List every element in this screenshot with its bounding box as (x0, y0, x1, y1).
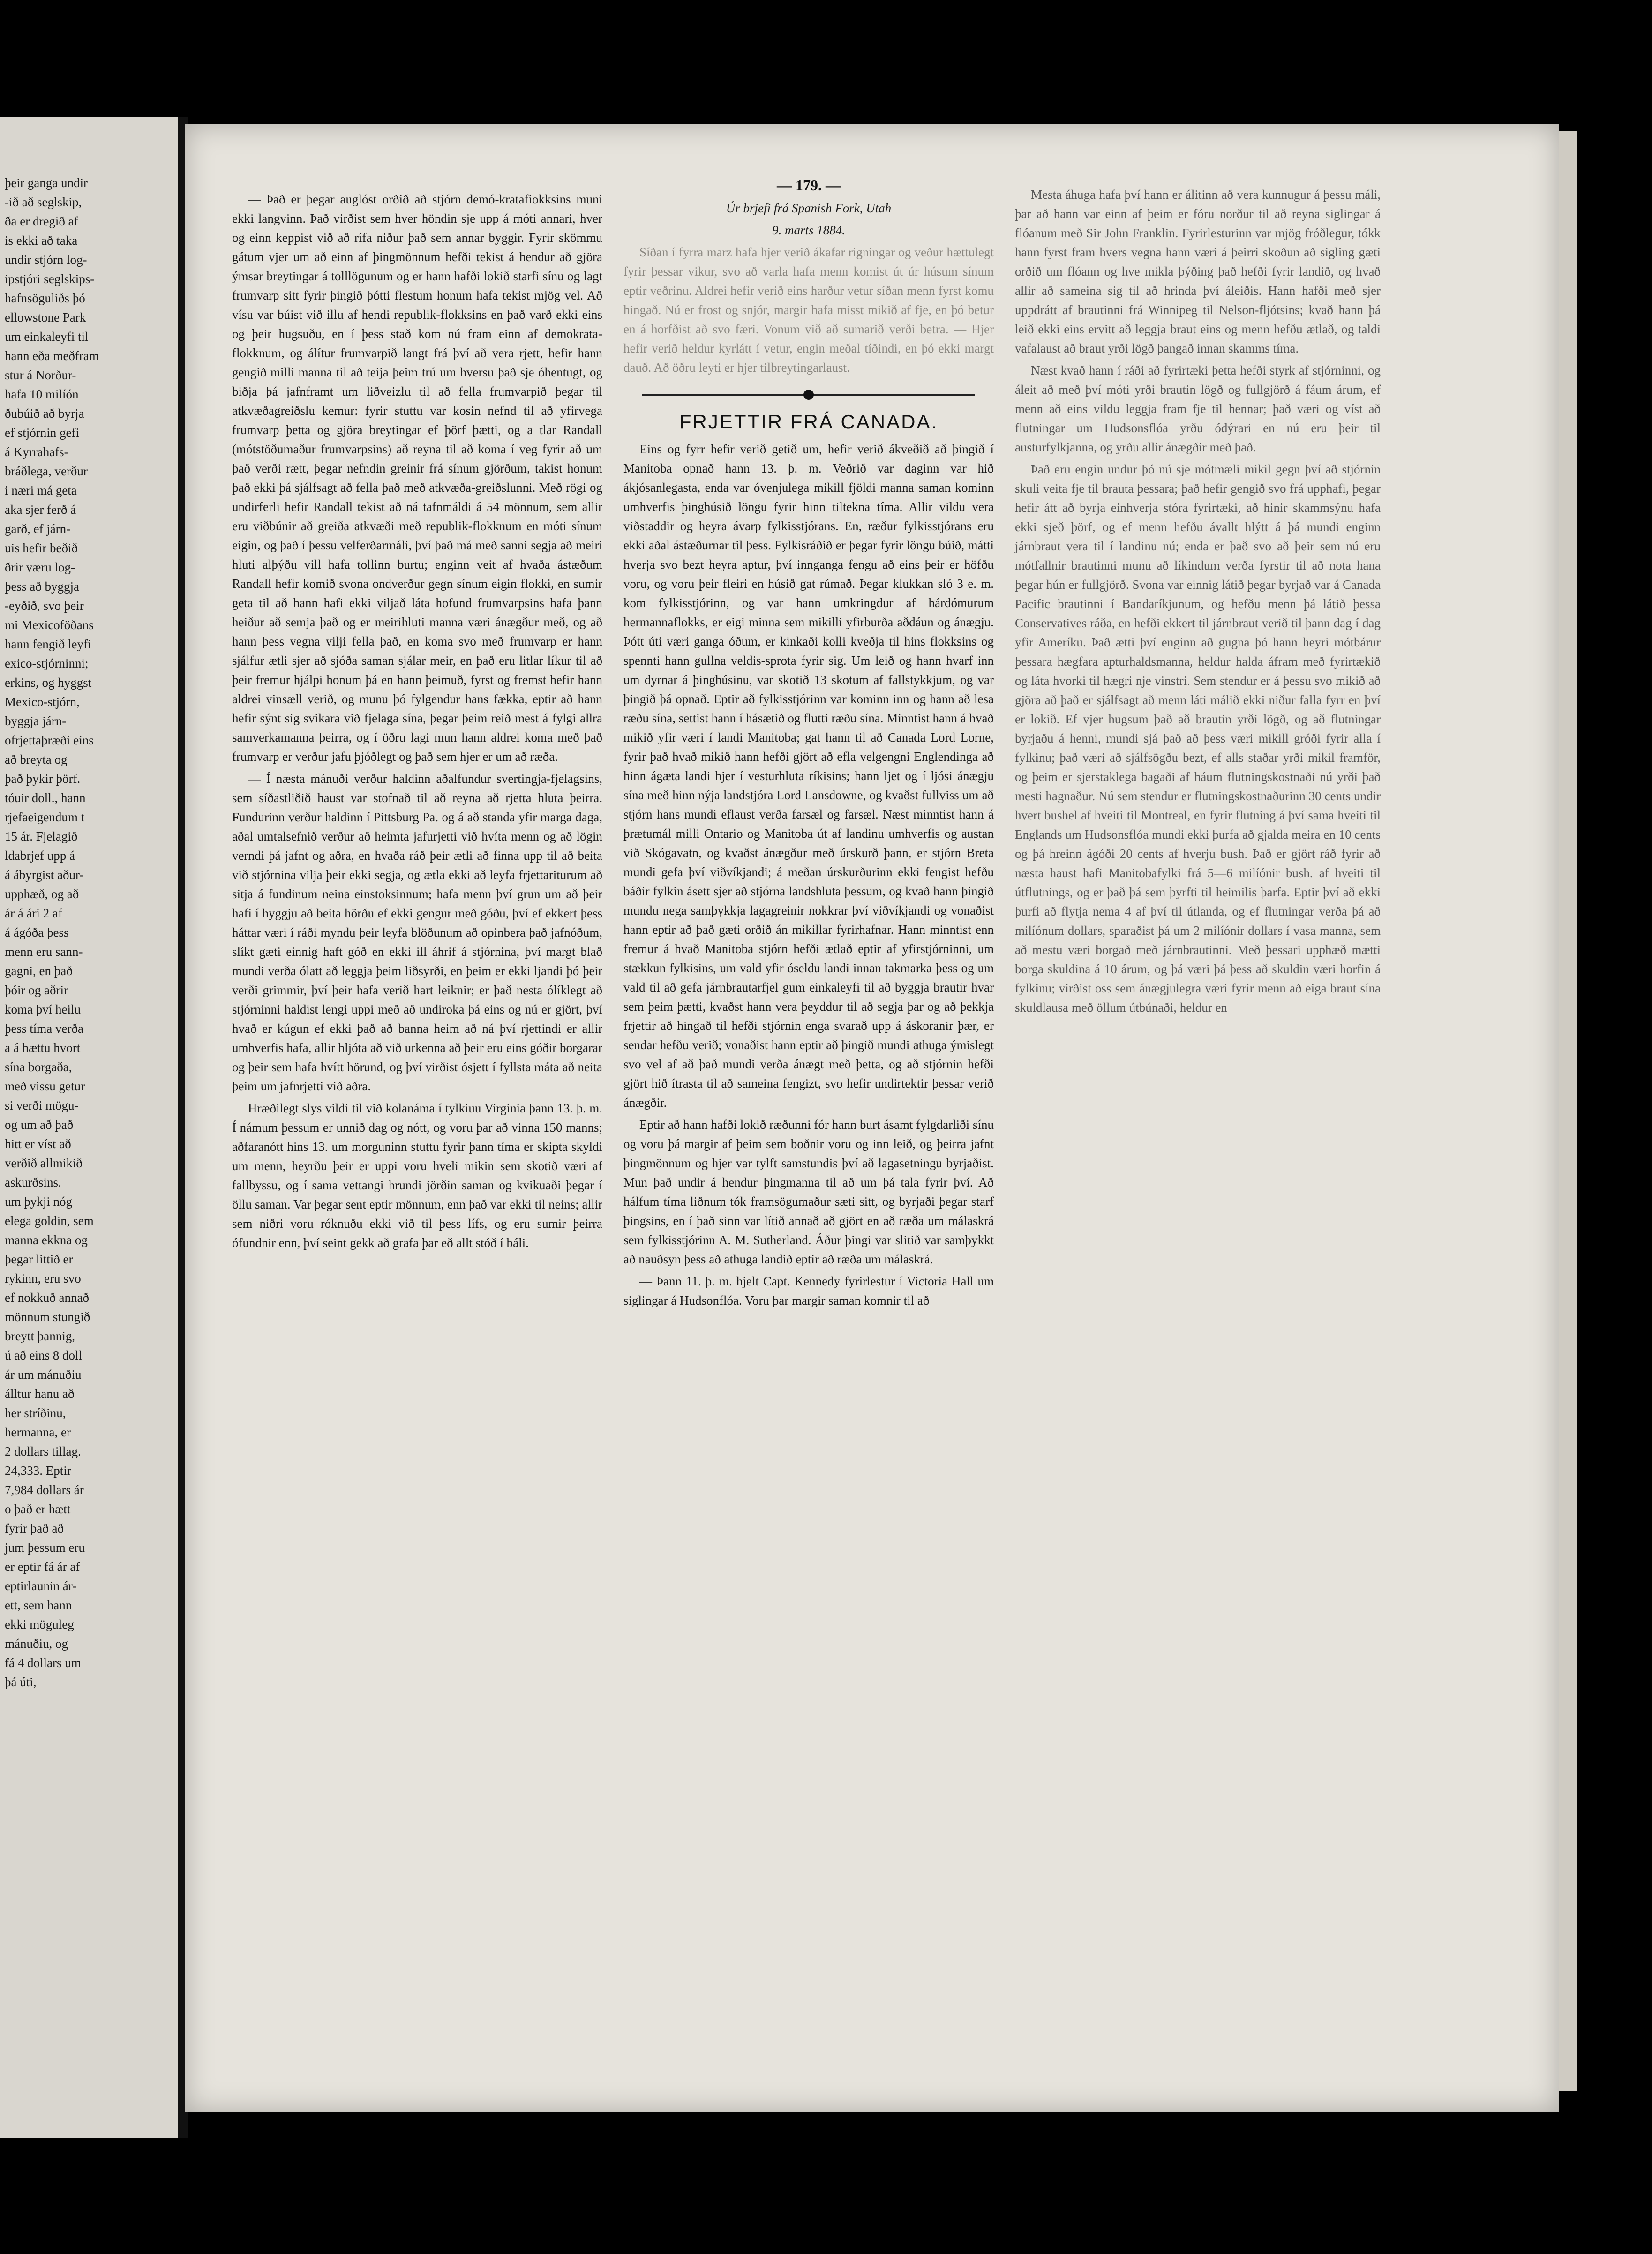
left-page-line: ár um mánuðiu (5, 1367, 82, 1382)
left-page-line: stur á Norður- (5, 368, 76, 382)
left-page-line: að breyta og (5, 752, 68, 766)
left-page-line: á ábyrgist aður- (5, 868, 84, 882)
left-page-line: um einkaleyfi til (5, 330, 89, 344)
article-paragraph: — Það er þegar auglóst orðið að stjórn demó-kratafiokksins muni ekki langvinn. Það virðist sem hver höndin sje upp á móti annari, hver og einn keppist við að rífa niður það sem annar byggir. Fyrir skömmu gátum vjer um að einn af þingmönnum hefði tekist á hendur að gjöra ýmsar breytingar á tolllögunum og er hann hafði lokið starfi sínu og lagt frumvarp sitt fyrir þingið þótti flestum honum hafa tekist mjög vel. Að vísu var búist við illu af hendi republik-flokksins en það varð ekki eins og þeir hugsuðu, en í þess stað kom nú fram einn af demokrata-flokknum, og álítur frumvarpið langt frá því að vera rjett, hefir hann gengið milli manna til að teija þeim trú um hversu það sje óhentugt, og biðja þá jafnframt um liðveizlu til að fella frumvarpið þegar til atkvæðagreiðslu kemur: fyrir stuttu var kosin nefnd til að yfirvega frumvarp þetta og gjöra breytingar ef þörf þætti, og a tlar Randall (mótstöðumaður frumvarpsins) að reyna til að koma í veg fyrir að um það verði rætt, þegar nefndin greinir frá sínum gjörðum, takist honum það ekki þá sjálfsagt að fella það með atkvæða-greiðslunni. Með rögi og undirferli hefir Randall tekist að ná tafnmáldi á 54 mönnum, sem allir eru viðbúnir að greiða atkvæði með republik-flokknum en móti sínum eigin, og það í þessu velferðarmáli, því það má með sanni segja að meiri hluti alþýðu vill hafa tollinn burtu; enginn veit af hvaða ástæðum Randall hefir komið svona ondverður gegn sínum eigin flokki, en sumir geta til að hann hafi ekki viljað láta hofund frumvarpsins hafa þann heiður að semja það og er meirihluti manna væri ánægður með, og að hann þess vegna vilji fella það, en koma svo með frumvarp er hann sjálfur ætli sjer að sjóða saman sjálar meir, en það eru litlar líkur til að þeir fremur hjálpi honum þá en hann þeimuð, fyrst og fremst hefir hann aldrei vinsæll verið, og munu þó fylgendur hans fækka, eptir að hann hefir sýnt sig svikara við fjelaga sína, þegar þeim reið mest á fylgi allra samverkamanna þeirra, og í öðru lagi mun hann aldrei koma með það frumvarp er verður jafu þjóðlegt og það sem hjer er um að ræða. (232, 192, 602, 764)
section-divider-ornament (623, 388, 994, 402)
column-2 (623, 176, 994, 1313)
left-page-line: hafa 10 milíón (5, 387, 79, 401)
left-page-line: tóuir doll., hann (5, 791, 86, 805)
left-page-line: ofrjettaþræði eins (5, 733, 94, 747)
left-page-line: hitt er víst að (5, 1137, 71, 1151)
left-page-line: ðrir væru log- (5, 560, 75, 574)
article-paragraph: Mesta áhuga hafa því hann er álitinn að vera kunnugur á þessu máli, þar að hann var einn af þeim er fóru norður til að reyna siglingar á flóanum með Sir John Franklin. Fyrirlesturinn var mjög fróðlegur, tókk hann fyrst fram hvers vegna hann væri á þeirri skoðun að sigling gæti orðið um flóann og hve mikla þýðing það hefði fyrir landið, og hvað allir að sameina sig til að hrinda því áleiðis. Hann hafði með sjer uppdrátt af brautinni frá Winnipeg til Nelson-fljótsins; kvað hann þá leið ekki eins ervitt að leggja braut eins og menn hefðu ætlað, og taldi vafalaust að braut yrði lögð þangað innan skamms tíma. (1015, 188, 1381, 355)
left-page-line: ðubúið að byrja (5, 406, 84, 421)
letter-title: Úr brjefi frá Spanish Fork, Utah (726, 201, 892, 215)
article-paragraph: Næst kvað hann í ráði að fyrirtæki þetta hefði styrk af stjórninni, og áleit að með því móti yrði brautin lögð og fullgjörð á fáum árum, ef menn að eins vildu leggja fram fje til hennar; það væri og víst að flutningar um Hudsonsflóa yrðu ódýrari en nú eru þeir til austurfylkjanna, og yrðu allir ánægðir með það. (1015, 363, 1381, 454)
left-page-line: rjefaeigendum t (5, 810, 85, 824)
left-page-line: fyrir það að (5, 1521, 64, 1535)
left-page-line: og um að það (5, 1118, 74, 1132)
article-paragraph: Hræðilegt slys vildi til við kolanáma í tylkiuu Virginia þann 13. þ. m. Í námum þessum er unnið dag og nótt, og voru þar að vinna 150 manns; aðfaranótt hins 13. um morguninn stuttu fyrir þann tíma er skipta skyldi um menn, heyrðu þeir er uppi voru hveli mikin sem skotið væri af fallbyssu, og í sama vettangi hrundi jörðin saman og kvikuaði þegar í öllu saman. Var þegar sent eptir mönnum, enn það var ekki til neins; allir sem niðri voru róknuðu ekki við til þess lífs, og eru sumir þeirra ófundnir enn, því seint gekk að grafa þar eð allt stóð í báli. (232, 1101, 602, 1250)
left-page-line: erkins, og hyggst (5, 676, 92, 690)
left-page-line: Mexico-stjórn, (5, 695, 80, 709)
left-page-line: ldabrjef upp á (5, 849, 75, 863)
article-paragraph: — Þann 11. þ. m. hjelt Capt. Kennedy fyrirlestur í Victoria Hall um siglingar á Hudsonflóa. Voru þar margir saman komnir til að (623, 1274, 994, 1307)
column-3 (1015, 185, 1381, 1020)
left-page-line: á Kyrrahafs- (5, 445, 68, 459)
left-page-line: þóir og aðrir (5, 983, 68, 997)
left-page-line: i næri má geta (5, 483, 77, 497)
left-page-line: 15 ár. Fjelagið (5, 829, 78, 843)
left-page-line: hann fengið leyfi (5, 637, 91, 651)
left-page-line: garð, ef járn- (5, 522, 71, 536)
left-page-line: jum þessum eru (5, 1540, 85, 1555)
left-page-line: exico-stjórninni; (5, 656, 89, 670)
left-page-line: undir stjórn log- (5, 253, 87, 267)
left-page-line: si verði mögu- (5, 1098, 79, 1112)
left-page-line: bráðlega, verður (5, 464, 88, 478)
left-page-line: -eyðið, svo þeir (5, 599, 84, 613)
left-page-line: ellowstone Park (5, 310, 86, 324)
left-page-line: uis hefir beðið (5, 541, 78, 555)
left-page-line: 2 dollars tillag. (5, 1444, 81, 1458)
left-page-line: ú að eins 8 doll (5, 1348, 82, 1362)
left-page-column (0, 173, 169, 1692)
left-page-line: is ekki að taka (5, 233, 78, 248)
left-page-line: mi Mexicoföðans (5, 618, 94, 632)
left-page-line: askurðsins. (5, 1175, 61, 1189)
left-page-line: -ið að seglskip, (5, 195, 82, 209)
left-page-line: mönnum stungið (5, 1310, 90, 1324)
right-page-edge (1559, 131, 1577, 2091)
left-page-line: þá úti, (5, 1675, 37, 1689)
left-page-line: 7,984 dollars ár (5, 1483, 84, 1497)
left-page-line: menn eru sann- (5, 945, 83, 959)
left-page-line: hafnsöguliðs þó (5, 291, 85, 305)
left-page-line: elega goldin, sem (5, 1214, 94, 1228)
left-page-line: þess tíma verða (5, 1022, 83, 1036)
left-page-line: á ágóða þess (5, 925, 69, 939)
letter-date: 9. marts 1884. (772, 223, 845, 237)
left-page-line: verðið allmikið (5, 1156, 83, 1170)
left-page-line: eptirlaunin ár- (5, 1579, 77, 1593)
left-page-line: með vissu getur (5, 1079, 85, 1093)
left-page-line: her stríðinu, (5, 1406, 66, 1420)
article-paragraph: Eins og fyrr hefir verið getið um, hefir verið ákveðið að þingið í Manitoba opnað hann 13. þ. m. Veðrið var daginn var hið ákjósanlegasta, enda var óvenjulega mikill fjöldi manna saman kominn umhverfis þinghúsið löngu fyrir hinn tiltekna tíma. Allir vildu vera viðstaddir og heyra ávarp fylkisstjórans. En, ræður fylkisstjórans eru ekki aðal ástæðurnar til þess. Fylkisráðið er þegar fyrir löngu búið, mátti hverja svo bezt heyra aptur, því innganga fengu að eins þeir er höfðu voru, og voru þeir fleiri en húsið gat rúmað. Þegar klukkan sló 3 e. m. kom fylkisstjórinn, og var hann umkringdur af hárdómurum hermannaflokks, er eigi minna sem mikilli yfirburða aðdáun og ánægju. Þótt úti væri ganga óðum, er kinkaði kolli kveðja til hins flokksins og spennti hann gullna veldis-sprota fyrir sig. Um leið og hann hvarf inn um dyrnar á þinghúsinu, var skotið 13 skotum af fallstykkjum, og var þingið þá opnað. Eptir að fylkisstjórinn var kominn inn og hann að lesa ræðu sína, settist hann í hásætið og flutti ræðu sína. Minntist hann á hvað mikið yfir væri í landi Manitoba; gat hann til að Canada Lord Lorne, fyrir það hvað mikið hann hefði gjört að efla velgengni Englendinga að hinn ágæta landi hjer í vesturhluta ríkisins; hann ljet og í ljósi ánægju sína með hinn nýja landstjóra Lord Lansdowne, og kvaðst fullviss um að stjórn hans mundi eflaust verða farsæl og farsæl. Næst minntist hann á þrætumál milli Ontario og Manitoba út af landinu umhverfis og austan við Skógavatn, og kvaðst ánægður með úrskurð þann, er stjórn Breta mundi gefa því viðvíkjandi; á meðan úrskurðurinn ekki fengist hefðu báðir fylkin ásett sjer að stjórna landshluta þessum, og kvað hann þingið mundu nega samþykkja lagagreinir nokkrar því viðvíkjandi og vonaðist hann eptir að það gæti orðið án mikillar fyrirhafnar. Hann minntist enn fremur á hvað Manitoba stjórn hefði ætlað eptir af yfirstjórninni, um stækkun fylkisins, um vald yfir óseldu landi innan takmarka þess og um vald til að gefa járnbrautarfjel gum einkaleyfi til að byggja brautir hvar sem þeim þætti, kvaðst hann vera þeyddur til að segja þar og að þekkja frjettir að hingað til hefði stjórnin enga svarað upp á áskoranir þær, er sendar hefðu verið; vonaðist hann eptir að þingið mundi athuga ýmislegt svo vel af að það mundi verða ánægt með þetta, og að stjórnin hefði gjört hið ítrasta til að sameina fengizt, svo hefir undirtektir þessar verið ánægðir. (623, 442, 994, 1110)
left-page-line: þeir ganga undir (5, 176, 88, 190)
left-page-line: ekki möguleg (5, 1617, 74, 1631)
section-heading: FRJETTIR FRÁ CANADA. (679, 411, 939, 433)
left-page-line: o það er hætt (5, 1502, 71, 1516)
left-page-line: þess að byggja (5, 579, 79, 594)
newspaper-page (185, 124, 1559, 2112)
canada-news-body (623, 440, 994, 1310)
left-page-line: manna ekkna og (5, 1233, 88, 1247)
left-page-line: ár á ári 2 af (5, 906, 62, 920)
letter-body: Síðan í fyrra marz hafa hjer verið ákafar rigningar og veður hættulegt fyrir þessar vikur, svo að varla hafa menn komist út úr húsum sínum eptir veðrinu. Aldrei hefir verið eins harður vetur síðan menn fyrst komu hingað. Nú er frost og snjór, margir hafa misst mikið af fje, en þó betur en á horfðist að svo færi. Vonum við að sumarið verði betra. — Hjer hefir verið heldur kyrlátt í vetur, engin meðal tíðindi, en þó ekki margt dauð. Að öðru leyti er hjer tilbreytingarlaust. (623, 245, 994, 375)
left-page-line: hann eða meðfram (5, 349, 99, 363)
left-page-line: breytt þannig, (5, 1329, 75, 1343)
left-page-line: aka sjer ferð á (5, 503, 76, 517)
left-page-line: upphæð, og að (5, 887, 79, 901)
left-page-line: gagni, en það (5, 964, 73, 978)
article-paragraph: Það eru engin undur þó nú sje mótmæli mikil gegn því að stjórnin skuli veita fje til brauta þessara; það hefir gengið svo frá upphafi, þegar hefir átt að byrja einhverja stóra fyrirtæki, að hinir skammsýnu hafa ekki sjeð þörf, og ef menn hefðu ávallt hlýtt á þá mundi enginn járnbraut vera til í landinu nú; enda er það svo að þeir sem nú eru mótfallnir brautinni munu að líkindum verða fyrstir til að nota hana þegar hún er fullgjörð. Svona var einnig látið þegar byrjað var á Canada Pacific brautinni í Bandaríkjunum, og hefðu menn þá látið þessa Conservatives ráða, en hefði ekkert til járnbraut verið til þann dag í dag yfir Ameríku. Það ætti því enginn að gugna þó hann heyri mótbárur þessara hægfara apturhaldsmanna, heldur halda áfram með fyrirtækið og láta hvorki til hægri nje vinstri. Sem stendur er á þessu svo mikið að gjöra að það er sjálfsagt að menn láti málið ekki niður falla fyrr en því er lokið. Ef vjer hugsum það að brautin yrði lögð, og að flutningar byrjaðu á henni, mundi sjá það að þess væri mikill gróði fyrir alla í fylkinu; það væri að sjálfsögðu bezt, ef alls staðar yrði mikil framför, og þeim er sjerstaklega bagaði af háum flutningskostnaði nú yrði það mesti hagnaður. Nú sem stendur er flutningskostnaðurinn 30 cents undir hvert bushel af hveiti til Montreal, en fyrir flutning á því sama hveiti til Englands um Hudsonsflóa mundi ekki þurfa að gjalda meira en 10 cents og þá hreinn ágóði 20 cents af hverju bush. Það er gjört ráð fyrir að næsta haust hafi Manitobafylki frá 5—6 milíónir bush. af hveiti til útflutnings, og er það þá sem þyrfti til heimilis þarfa. Eptir því að ekki þurfi að flytja nema 4 af því til útlanda, og ef flutningar verða þá að milíónum dollars, sparaðist þá um 2 milíónir dollars í vasa manna, sem að mestu væri borgað með járnbrautinni. Með þessari upphæð mætti borga skuldina á 10 árum, og þá væri þá þess að skuldin væri horfin á fylkinu; virðist oss sem ánægjulegra væri fyrir menn að eiga braut sína skuldlausa með öllum útbúnaði, heldur en (1015, 462, 1381, 1014)
left-page-line: fá 4 dollars um (5, 1656, 81, 1670)
column-1 (232, 190, 602, 1255)
article-paragraph: Eptir að hann hafði lokið ræðunni fór hann burt ásamt fylgdarliði sínu og voru þá margir af þeim sem boðnir voru og inn leið, og þeirra jafnt þingmönnum og hjer var tylft samstundis því að lagasetningu byrjaðist. Mun það undir á hendur þingmanna til að um þá tala fyrir því. Að hálfum tíma liðnum tók framsögumaður sæti sitt, og byrjaði þegar starf þingsins, en í það sinn var lítið annað að gjört en að ræða um málaskrá sem fylkisstjórinn A. M. Sutherland. Áður þingi var slitið var samþykkt að nauðsyn þess að athuga landið eptir að ræða um málaskrá. (623, 1118, 994, 1266)
left-page-line: koma því heilu (5, 1002, 81, 1016)
left-page-line: a á hættu hvort (5, 1041, 81, 1055)
article-paragraph: — Í næsta mánuði verður haldinn aðalfundur svertingja-fjelagsins, sem síðastliðið haust var stofnað til að reyna að rjetta hluta þeirra. Fundurinn verður haldinn í Pittsburg Pa. og á að standa yfir marga daga, aðal umtalsefnið verður að heimta jafurjetti við hvíta menn og að lögin verndi þá jafnt og aðra, en hvaða ráð þeir ætli að finna upp til að beita við stjórnina vilja þeir ekki segja, og ætla ekki að leyfa frjettariturum að sitja á fundinum neina einstoksinnum; hafa menn því grun um að þeir hafi í hyggju að beita hörðu ef ekki gengur með góðu, því ef ekkert þess háttar væri í ráði myndu þeir leyfa blöðunum að opinbera það jafnóðum, slíkt gæti einnig haft góð en ekki ill áhrif á stjórnina, því margt blað mundi verða ólatt að leggja þeim liðsyrði, en þeim er ekki ljandi þó þeir verði grimmir, því þeir hafa verið hart leiknir; er það nesta ólíklegt að stjórninni haldist lengi uppi með að undiroka þá eins og nú er gjört, því hvað er kúgun ef ekki það að banna heim að ná því rjettindi er allir umhverfis hafa, allir hljóta að við urkenna að þeir eru eins góðir borgarar og þeir sem hafa hvítt hörund, og því virðist ósjett í fyllsta máta að neita þeim um jafnrjetti við aðra. (232, 772, 602, 1093)
left-page-line: er eptir fá ár af (5, 1560, 80, 1574)
left-page-line: ef stjórnin gefi (5, 426, 79, 440)
left-page-line: ett, sem hann (5, 1598, 72, 1612)
left-page-line: það þykir þörf. (5, 772, 81, 786)
left-page-line: hermanna, er (5, 1425, 71, 1439)
left-page-line: þegar littið er (5, 1252, 73, 1266)
left-page-line: rykinn, eru svo (5, 1271, 81, 1285)
left-page-line: um þykji nóg (5, 1195, 73, 1209)
page-number: — 179. — (777, 177, 841, 194)
left-page-line: ða er dregið af (5, 214, 78, 228)
left-page-line: ef nokkuð annað (5, 1291, 89, 1305)
left-page-line: ipstjóri seglskips- (5, 272, 95, 286)
left-page-line: 24,333. Eptir (5, 1464, 71, 1478)
left-page-line: sína borgaða, (5, 1060, 72, 1074)
left-page-line: byggja járn- (5, 714, 67, 728)
left-page-fragment (0, 117, 178, 2138)
left-page-line: álltur hanu að (5, 1387, 75, 1401)
left-page-line: mánuðiu, og (5, 1637, 68, 1651)
